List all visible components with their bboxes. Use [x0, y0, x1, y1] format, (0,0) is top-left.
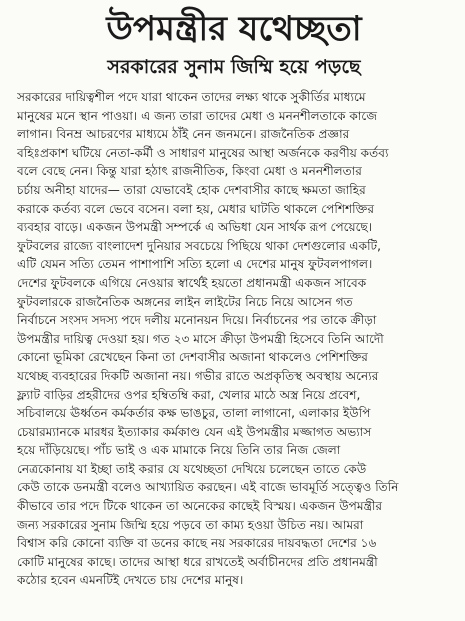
- article-body: [17, 88, 451, 590]
- body-line: লাগান। বিনম্র আচরণের মাধ্যমে ঠাঁই নেন জনমনে। রাজনৈতিক প্রজ্ঞার: [17, 127, 350, 142]
- body-line: কঠোর হবেন এমনটিই দেখতে চায় দেশের মানুষ।: [17, 573, 244, 588]
- body-line: ফুটবলের রাজ্যে বাংলাদেশ দুনিয়ার সবচেয়ে পিছিয়ে থাকা দেশগুলোর একটি,: [17, 238, 381, 253]
- subheadline: সরকারের সুনাম জিম্মি হয়ে পড়ছে: [107, 56, 361, 78]
- body-line: কোনো ভূমিকা রেখেছেন কিনা তা দেশবাসীর অজানা থাকলেও পেশিশক্তির: [17, 350, 368, 365]
- body-line: উপমন্ত্রীর দায়িত্ব দেওয়া হয়। গত ২৩ মাসে ক্রীড়া উপমন্ত্রী হিসেবে তিনি আদৌ: [17, 331, 384, 346]
- body-line: ব্যবহার বাড়ে। একজন উপমন্ত্রী সম্পর্কে এ অভিধা যেন সার্থক রূপ পেয়েছে।: [17, 220, 373, 235]
- body-line: করাকে কর্তব্য বলে ভেবে বসেন। বলা হয়, মেধার ঘাটতি থাকলে পেশিশক্তির: [17, 201, 375, 216]
- body-line: মানুষের মনে স্থান পাওয়া। এ জন্য তারা তাদের মেধা ও মননশীলতাকে কাজে: [17, 108, 378, 123]
- body-line: জন্য সরকারের সুনাম জিম্মি হয়ে পড়বে তা কাম্য হওয়া উচিত নয়। আমরা: [17, 517, 364, 532]
- body-line: কীভাবে তার পদে টিকে থাকেন তা অনেকের কাছেই বিস্ময়। একজন উপমন্ত্রীর: [17, 499, 383, 514]
- body-line: চেয়ারম্যানকে মারধর ইত্যাকার কর্মকাণ্ড যেন এই উপমন্ত্রীর মজ্জাগত অভ্যাস: [17, 424, 372, 439]
- body-line: চর্চায় অনীহা যাদের— তারা যেভাবেই হোক দেশবাসীর কাছে ক্ষমতা জাহির: [17, 182, 366, 197]
- body-line: ফুটবলারকে রাজনৈতিক অঙ্গনের লাইন লাইটের নিচে নিয়ে আসেন গত: [17, 294, 353, 309]
- body-line: বিশ্বাস করি কোনো ব্যক্তি বা ডনের কাছে নয় সরকারের দায়বদ্ধতা দেশের ১৬: [17, 536, 377, 551]
- headline: উপমন্ত্রীর যথেচ্ছতা: [106, 9, 362, 49]
- body-line: দেশের ফুটবলকে এগিয়ে নেওয়ার স্বার্থেই হয়তো প্রধানমন্ত্রী একজন সাবেক: [17, 275, 367, 290]
- body-line: কোটি মানুষের কাছে। তাদের আস্থা ধরে রাখতেই অর্বাচীনদের প্রতি প্রধানমন্ত্রী: [17, 554, 378, 569]
- body-line: সরকারের দায়িত্বশীল পদে যারা থাকেন তাদের লক্ষ্য থাকে সুকীর্তির মাধ্যমে: [17, 90, 366, 104]
- body-line: যথেচ্ছ ব্যবহারের দিকটি অজানা নয়। গভীর রাতে অপ্রকৃতিস্থ অবস্থায় অন্যের: [17, 368, 379, 383]
- body-line: ফ্ল্যাট বাড়ির প্রহরীদের ওপর হম্বিতম্বি করা, খেলার মাঠে অস্ত্র নিয়ে প্রবেশ,: [17, 387, 361, 402]
- body-line: নির্বাচনে সংসদ সদস্য পদে দলীয় মনোনয়ন দিয়ে। নির্বাচনের পর তাকে ক্রীড়া: [17, 313, 377, 328]
- body-line: হয়ে দাঁড়িয়েছে। পাঁচ ভাই ও এক মামাকে নিয়ে তিনি তার নিজ জেলা: [17, 443, 341, 458]
- body-line: বহিঃপ্রকাশ ঘটিয়ে নেতা-কর্মী ও সাধারণ মানুষের আস্থা অর্জনকে করণীয় কর্তব্য: [17, 145, 389, 160]
- body-line: কেউ তাকে ডনমন্ত্রী বলেও আখ্যায়িত করছেন। এই বাজে ভাবমূর্তি সত্ত্বেও তিনি: [17, 480, 399, 495]
- body-line: এটি যেমন সত্যি তেমন পাশাপাশি সত্যি হলো এ দেশের মানুষ ফুটবলপাগল।: [17, 257, 373, 272]
- body-line: নেত্রকোনায় যা ইচ্ছা তাই করার যে যথেচ্ছতা দেখিয়ে চলেছেন তাতে কেউ: [17, 461, 367, 476]
- body-line: সচিবালয়ে ঊর্ধ্বতন কর্মকর্তার কক্ষ ভাঙচুর, তালা লাগানো, এলাকার ইউপি: [17, 406, 371, 421]
- body-line: বলে বেছে নেন। কিন্তু যারা হঠাৎ রাজনীতিক, কিংবা মেধা ও মননশীলতার: [17, 164, 362, 179]
